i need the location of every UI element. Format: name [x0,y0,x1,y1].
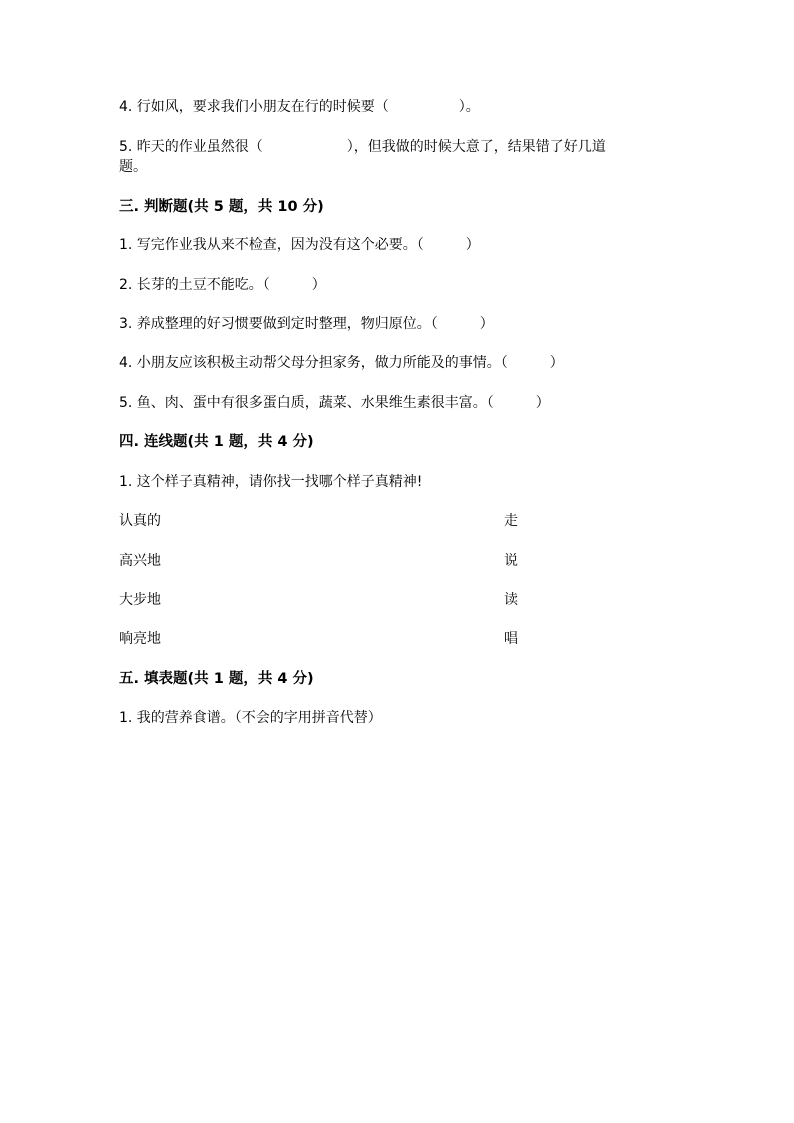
judge-item-3: 3. 养成整理的好习惯要做到定时整理，物归原位。（ ） [119,316,494,332]
section-title-table: 五. 填表题(共 1 题，共 4 分) [119,671,314,687]
section-title-judge: 三. 判断题(共 5 题，共 10 分) [119,199,324,215]
match-left-4: 响亮地 [119,631,161,647]
judge-item-2: 2. 长芽的土豆不能吃。（ ） [119,277,326,293]
fill-item-q5-line1: 5. 昨天的作业虽然很（ ），但我做的时候大意了，结果错了好几道 [119,139,606,155]
table-question: 1. 我的营养食谱。（不会的字用拼音代替） [119,710,382,726]
section-title-match: 四. 连线题(共 1 题，共 4 分) [119,434,314,450]
match-right-2: 说 [504,553,518,569]
judge-item-1: 1. 写完作业我从来不检查，因为没有这个必要。（ ） [119,237,480,253]
match-right-4: 唱 [504,631,518,647]
fill-item-q5-line2: 题。 [119,159,147,175]
judge-item-5: 5. 鱼、肉、蛋中有很多蛋白质，蔬菜、水果维生素很丰富。（ ） [119,395,550,411]
match-left-1: 认真的 [119,513,161,529]
match-right-1: 走 [504,513,518,529]
match-left-2: 高兴地 [119,553,161,569]
match-left-3: 大步地 [119,592,161,608]
fill-item-q4: 4. 行如风，要求我们小朋友在行的时候要（ ）。 [119,99,480,115]
match-right-3: 读 [504,592,518,608]
judge-item-4: 4. 小朋友应该积极主动帮父母分担家务，做力所能及的事情。（ ） [119,355,564,371]
match-question: 1. 这个样子真精神，请你找一找哪个样子真精神! [119,474,423,490]
